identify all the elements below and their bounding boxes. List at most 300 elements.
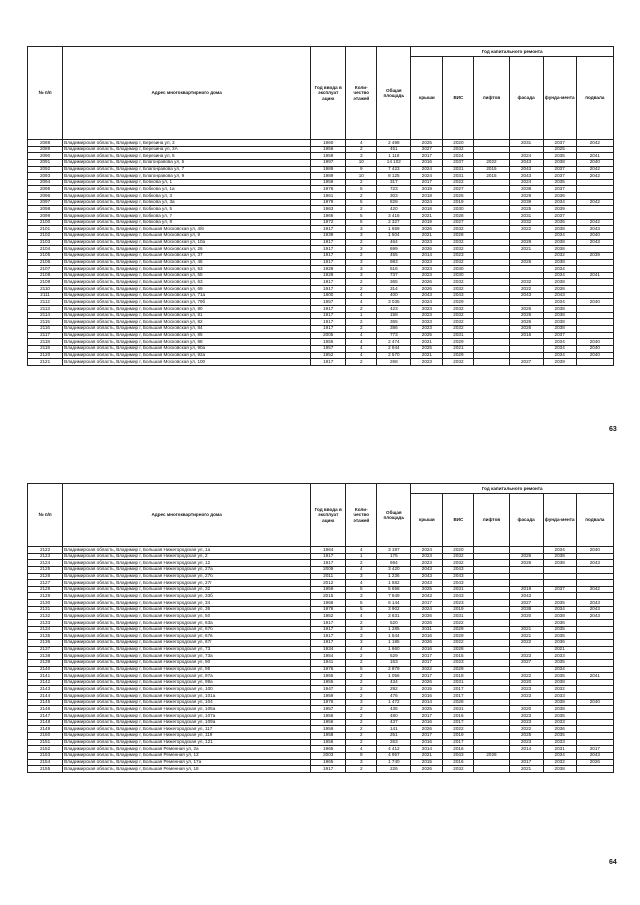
cell-year: 1917	[311, 239, 346, 246]
cell-address: Владимирская область, Владимир г, Большая Нижегородская ул, 33б	[63, 593, 311, 600]
cell-vis: 2027	[443, 219, 474, 226]
cell-vis: 2032	[443, 246, 474, 253]
cell-floors: 3	[346, 266, 377, 273]
cell-basement: 2040	[576, 352, 613, 359]
cell-year: 1939	[311, 232, 346, 239]
cell-basement	[576, 726, 613, 733]
cell-vis: 2032	[443, 259, 474, 266]
cell-vis: 2023	[443, 659, 474, 666]
cell-area: 251	[377, 732, 411, 739]
cell-basement	[576, 593, 613, 600]
cell-address: Владимирская область, Владимир г, Большая Московская ул, 100	[63, 359, 311, 366]
cell-address: Владимирская область, Владимир г, Большая Московская ул, 80	[63, 306, 311, 313]
cell-foundation: 2033	[543, 719, 576, 726]
cell-facade: 2026	[509, 312, 543, 319]
cell-year: 1955	[311, 673, 346, 680]
cell-vis: 2017	[443, 693, 474, 700]
table-row	[28, 232, 614, 239]
cell-address: Владимирская область, Владимир г, Большая Нижегородская ул, 121	[63, 739, 311, 746]
cell-num: 2129	[28, 593, 63, 600]
cell-facade: 2043	[509, 166, 543, 173]
cell-num: 2133	[28, 620, 63, 627]
cell-area: 4 957	[377, 752, 411, 759]
cell-area: 4 412	[377, 746, 411, 753]
cell-area: 476	[377, 693, 411, 700]
cell-floors: 4	[346, 746, 377, 753]
cell-roof: 2025	[411, 586, 443, 593]
cell-foundation: 2032	[543, 252, 576, 259]
cell-vis: 2032	[443, 553, 474, 560]
cell-vis: 2024	[443, 153, 474, 160]
cell-foundation: 2035	[543, 600, 576, 607]
cell-foundation: 2038	[543, 259, 576, 266]
cell-foundation: 2037	[543, 586, 576, 593]
cell-lifts	[474, 639, 509, 646]
cell-num: 2152	[28, 746, 63, 753]
cell-num: 2106	[28, 259, 63, 266]
cell-lifts	[474, 332, 509, 339]
cell-num: 2118	[28, 339, 63, 346]
cell-basement: 2041	[576, 272, 613, 279]
cell-roof: 2017	[411, 732, 443, 739]
cell-lifts	[474, 339, 509, 346]
cell-lifts	[474, 359, 509, 366]
cell-address: Владимирская область, Владимир г, Большая Московская ул, 9	[63, 232, 311, 239]
cell-year: 1963	[311, 206, 346, 213]
cell-vis: 2016	[443, 746, 474, 753]
cell-vis: 2028	[443, 646, 474, 653]
cell-vis: 2017	[443, 686, 474, 693]
table-row	[28, 646, 614, 653]
cell-vis: 2043	[443, 593, 474, 600]
table-row	[28, 292, 614, 299]
cell-area: 317	[377, 179, 411, 186]
table-row	[28, 739, 614, 746]
cell-foundation: 2038	[543, 766, 576, 773]
cell-facade: 2026	[509, 319, 543, 326]
cell-floors: 2	[346, 679, 377, 686]
cell-area: 828	[377, 199, 411, 206]
cell-area: 14 102	[377, 159, 411, 166]
cell-roof: 2024	[411, 606, 443, 613]
cell-vis: 2032	[443, 312, 474, 319]
cell-vis: 2022	[443, 620, 474, 627]
cell-floors: 9	[346, 752, 377, 759]
cell-vis: 2031	[443, 679, 474, 686]
cell-num: 2124	[28, 560, 63, 567]
cell-area: 737	[377, 272, 411, 279]
cell-floors: 2	[346, 179, 377, 186]
cell-area: 694	[377, 560, 411, 567]
cell-year: 1917	[311, 553, 346, 560]
cell-year: 2015	[311, 593, 346, 600]
cell-area: 1 582	[377, 580, 411, 587]
cell-lifts	[474, 286, 509, 293]
cell-lifts	[474, 646, 509, 653]
header-lifts: лифтов	[474, 57, 509, 140]
cell-basement	[576, 286, 613, 293]
cell-num: 2127	[28, 580, 63, 587]
cell-lifts	[474, 613, 509, 620]
cell-vis: 2030	[443, 272, 474, 279]
cell-area: 1 472	[377, 699, 411, 706]
cell-floors: 3	[346, 232, 377, 239]
table-row	[28, 713, 614, 720]
cell-lifts	[474, 252, 509, 259]
cell-area: 2 474	[377, 339, 411, 346]
header-area: Общая площадь	[377, 484, 411, 547]
cell-basement: 2017	[576, 746, 613, 753]
cell-lifts	[474, 593, 509, 600]
cell-lifts	[474, 279, 509, 286]
cell-floors: 3	[346, 573, 377, 580]
table-row	[28, 580, 614, 587]
cell-roof: 2016	[411, 739, 443, 746]
cell-basement	[576, 146, 613, 153]
cell-roof: 2021	[411, 352, 443, 359]
table-row	[28, 345, 614, 352]
cell-address: Владимирская область, Владимир г, Большая Московская ул, 84	[63, 325, 311, 332]
cell-vis: 2032	[443, 146, 474, 153]
cell-foundation: 2036	[543, 193, 576, 200]
cell-area: 226	[377, 766, 411, 773]
cell-year: 1917	[311, 560, 346, 567]
cell-foundation: 2038	[543, 325, 576, 332]
cell-area: 3 416	[377, 213, 411, 220]
cell-roof: 2021	[411, 339, 443, 346]
cell-foundation: 2038	[543, 699, 576, 706]
cell-facade	[509, 252, 543, 259]
cell-roof: 2021	[411, 232, 443, 239]
cell-num: 2123	[28, 553, 63, 560]
cell-area: 773	[377, 332, 411, 339]
cell-roof: 2017	[411, 673, 443, 680]
cell-floors: 2	[346, 319, 377, 326]
cell-year: 1964	[311, 547, 346, 554]
cell-lifts	[474, 226, 509, 233]
cell-year: 1917	[311, 279, 346, 286]
cell-year: 1917	[311, 626, 346, 633]
cell-foundation: 2037	[543, 213, 576, 220]
cell-num: 2150	[28, 732, 63, 739]
cell-floors: 4	[346, 547, 377, 554]
cell-floors: 2	[346, 286, 377, 293]
table-row	[28, 239, 614, 246]
cell-year: 1959	[311, 693, 346, 700]
cell-foundation: 2038	[543, 553, 576, 560]
cell-address: Владимирская область, Владимир г, Большая Нижегородская ул, 67б	[63, 626, 311, 633]
cell-facade: 2043	[509, 593, 543, 600]
cell-basement	[576, 732, 613, 739]
cell-roof: 2016	[411, 633, 443, 640]
cell-area: 2 498	[377, 140, 411, 147]
cell-address: Владимирская область, Владимир г, Большая Московская ул, 88	[63, 339, 311, 346]
cell-area: 3 902	[377, 606, 411, 613]
cell-roof: 2018	[411, 206, 443, 213]
cell-roof: 2024	[411, 299, 443, 306]
cell-area: 2 944	[377, 345, 411, 352]
cell-address: Владимирская область, Владимир г, Большая Нижегородская ул, 101а	[63, 693, 311, 700]
cell-year: 1959	[311, 153, 346, 160]
cell-foundation	[543, 566, 576, 573]
cell-floors: 3	[346, 246, 377, 253]
cell-area: 3 420	[377, 566, 411, 573]
cell-roof: 2026	[411, 286, 443, 293]
cell-year: 1957	[311, 345, 346, 352]
cell-basement	[576, 179, 613, 186]
cell-year: 1929	[311, 266, 346, 273]
cell-lifts	[474, 186, 509, 193]
cell-foundation: 2032	[543, 759, 576, 766]
cell-num: 2116	[28, 325, 63, 332]
cell-vis: 2029	[443, 339, 474, 346]
cell-address: Владимирская область, Владимир г, Бобкова ул, 1	[63, 179, 311, 186]
cell-facade	[509, 620, 543, 627]
cell-address: Владимирская область, Владимир г, Большая Нижегородская ул, 99а	[63, 679, 311, 686]
cell-area: 699	[377, 246, 411, 253]
cell-floors: 2	[346, 659, 377, 666]
cell-facade: 2026	[509, 325, 543, 332]
cell-lifts	[474, 306, 509, 313]
cell-year: 1941	[311, 659, 346, 666]
cell-num: 2097	[28, 199, 63, 206]
cell-year: 1917	[311, 620, 346, 627]
cell-lifts	[474, 580, 509, 587]
cell-num: 2155	[28, 766, 63, 773]
cell-vis: 2032	[443, 766, 474, 773]
cell-vis: 2022	[443, 639, 474, 646]
cell-basement	[576, 292, 613, 299]
cell-year: 2009	[311, 566, 346, 573]
cell-address: Владимирская область, Владимир г, Бобкова ул, 7	[63, 213, 311, 220]
cell-roof: 2016	[411, 159, 443, 166]
cell-area: 1 504	[377, 232, 411, 239]
table-row	[28, 140, 614, 147]
cell-facade: 2025	[509, 206, 543, 213]
cell-vis: 2022	[443, 726, 474, 733]
cell-num: 2113	[28, 306, 63, 313]
cell-facade: 2023	[509, 653, 543, 660]
cell-area: 158	[377, 312, 411, 319]
cell-year: 1972	[311, 219, 346, 226]
cell-num: 2134	[28, 626, 63, 633]
cell-floors: 3	[346, 593, 377, 600]
cell-area: 400	[377, 292, 411, 299]
cell-facade: 2023	[509, 693, 543, 700]
cell-address: Владимирская область, Владимир г, Большая Нижегородская ул, 2	[63, 553, 311, 560]
cell-num: 2094	[28, 179, 63, 186]
cell-area: 292	[377, 686, 411, 693]
cell-roof: 2026	[411, 726, 443, 733]
cell-foundation: 2037	[543, 173, 576, 180]
cell-year: 1917	[311, 252, 346, 259]
cell-vis: 2031	[443, 613, 474, 620]
cell-floors: 4	[346, 339, 377, 346]
cell-year: 1956	[311, 146, 346, 153]
cell-vis: 2023	[443, 600, 474, 607]
cell-foundation: 2038	[543, 679, 576, 686]
cell-lifts	[474, 600, 509, 607]
cell-lifts: 2028	[474, 752, 509, 759]
cell-floors: 2	[346, 766, 377, 773]
cell-floors: 2	[346, 726, 377, 733]
cell-address: Владимирская область, Владимир г, Большая Нижегородская ул, 36	[63, 606, 311, 613]
table-row	[28, 359, 614, 366]
cell-address: Владимирская область, Владимир г, Большая Московская ул, 71а	[63, 292, 311, 299]
cell-area: 529	[377, 653, 411, 660]
table-row	[28, 332, 614, 339]
cell-roof: 2021	[411, 752, 443, 759]
cell-year: 1917	[311, 325, 346, 332]
cell-year: 1958	[311, 732, 346, 739]
cell-vis: 2029	[443, 352, 474, 359]
cell-area: 1 118	[377, 153, 411, 160]
cell-year: 2012	[311, 580, 346, 587]
cell-lifts	[474, 259, 509, 266]
cell-vis: 2029	[443, 633, 474, 640]
cell-vis: 2019	[443, 199, 474, 206]
cell-roof: 2043	[411, 573, 443, 580]
cell-basement: 2042	[576, 173, 613, 180]
cell-basement: 2040	[576, 232, 613, 239]
cell-floors: 4	[346, 580, 377, 587]
table-body-page-63	[28, 140, 614, 366]
cell-basement	[576, 633, 613, 640]
cell-area: 1 185	[377, 639, 411, 646]
cell-address: Владимирская область, Владимир г, Большая Московская ул, 55	[63, 272, 311, 279]
cell-lifts	[474, 299, 509, 306]
cell-facade: 2022	[509, 673, 543, 680]
table-row	[28, 600, 614, 607]
cell-address: Владимирская область, Владимир г, Большая Нижегородская ул, 67в	[63, 633, 311, 640]
cell-area: 314	[377, 286, 411, 293]
cell-facade: 2020	[509, 679, 543, 686]
cell-vis: 2043	[443, 573, 474, 580]
cell-facade: 2031	[509, 140, 543, 147]
header-floors: Коли-чество этажей	[346, 47, 377, 140]
cell-address: Владимирская область, Владимир г, Большая Нижегородская ул, 27а	[63, 566, 311, 573]
header-floors: Коли-чество этажей	[346, 484, 377, 547]
cell-lifts	[474, 693, 509, 700]
cell-facade: 2023	[509, 686, 543, 693]
table-row	[28, 560, 614, 567]
cell-facade: 2021	[509, 626, 543, 633]
cell-roof: 2023	[411, 359, 443, 366]
cell-basement	[576, 679, 613, 686]
cell-area: 520	[377, 620, 411, 627]
header-roof: крыши	[411, 494, 443, 547]
cell-address: Владимирская область, Владимир г, Бобкова ул, 3	[63, 193, 311, 200]
cell-floors: 2	[346, 193, 377, 200]
cell-vis: 2032	[443, 226, 474, 233]
cell-num: 2110	[28, 286, 63, 293]
cell-lifts	[474, 699, 509, 706]
cell-facade: 2043	[509, 159, 543, 166]
cell-basement	[576, 666, 613, 673]
table-row	[28, 553, 614, 560]
cell-floors: 3	[346, 633, 377, 640]
cell-facade	[509, 146, 543, 153]
cell-area: 451	[377, 146, 411, 153]
cell-floors: 2	[346, 693, 377, 700]
header-vis: ВИС	[443, 494, 474, 547]
cell-year: 1959	[311, 179, 346, 186]
table-row	[28, 193, 614, 200]
cell-num: 2092	[28, 166, 63, 173]
cell-area: 2 570	[377, 352, 411, 359]
cell-floors: 2	[346, 739, 377, 746]
cell-basement	[576, 325, 613, 332]
cell-vis: 2043	[443, 566, 474, 573]
cell-year: 2003	[311, 752, 346, 759]
cell-roof: 2026	[411, 279, 443, 286]
cell-lifts	[474, 586, 509, 593]
cell-lifts	[474, 726, 509, 733]
cell-year: 1917	[311, 639, 346, 646]
table-row	[28, 659, 614, 666]
cell-lifts	[474, 746, 509, 753]
cell-address: Владимирская область, Владимир г, Большая Московская ул, 37	[63, 252, 311, 259]
cell-lifts	[474, 626, 509, 633]
cell-floors: 2	[346, 325, 377, 332]
cell-address: Владимирская область, Владимир г, Большая Московская ул, 92а	[63, 352, 311, 359]
header-repair-year: Год капитального ремонта	[411, 47, 614, 57]
cell-roof: 2015	[411, 759, 443, 766]
cell-facade	[509, 272, 543, 279]
cell-lifts: 2015	[474, 166, 509, 173]
cell-foundation: 2034	[543, 606, 576, 613]
cell-year: 1917	[311, 766, 346, 773]
cell-area: 1 285	[377, 626, 411, 633]
cell-roof: 2017	[411, 653, 443, 660]
cell-lifts	[474, 272, 509, 279]
table-row	[28, 732, 614, 739]
cell-basement: 2040	[576, 345, 613, 352]
cell-foundation: 2034	[543, 666, 576, 673]
table-row	[28, 213, 614, 220]
header-basement: подвала	[576, 57, 613, 140]
cell-lifts	[474, 292, 509, 299]
table-row	[28, 166, 614, 173]
cell-vis: 2031	[443, 706, 474, 713]
cell-basement: 2042	[576, 166, 613, 173]
cell-lifts	[474, 146, 509, 153]
cell-foundation: 2033	[543, 693, 576, 700]
cell-foundation: 2038	[543, 706, 576, 713]
cell-facade: 2023	[509, 713, 543, 720]
table-row	[28, 719, 614, 726]
cell-roof: 2024	[411, 173, 443, 180]
cell-area: 464	[377, 239, 411, 246]
cell-num: 2098	[28, 206, 63, 213]
cell-foundation: 2038	[543, 279, 576, 286]
cell-address: Владимирская область, Владимир г, Большая Московская ул, 90а	[63, 345, 311, 352]
cell-num: 2099	[28, 213, 63, 220]
cell-floors: 5	[346, 666, 377, 673]
cell-num: 2108	[28, 272, 63, 279]
cell-vis: 2028	[443, 213, 474, 220]
cell-num: 2102	[28, 232, 63, 239]
cell-basement	[576, 653, 613, 660]
cell-basement	[576, 266, 613, 273]
cell-year: 1952	[311, 352, 346, 359]
table-row	[28, 279, 614, 286]
table-row	[28, 352, 614, 359]
table-row	[28, 613, 614, 620]
cell-basement: 2026	[576, 759, 613, 766]
cell-address: Владимирская область, Владимир г, Большая Нижегородская ул, 63а	[63, 620, 311, 627]
cell-facade	[509, 566, 543, 573]
